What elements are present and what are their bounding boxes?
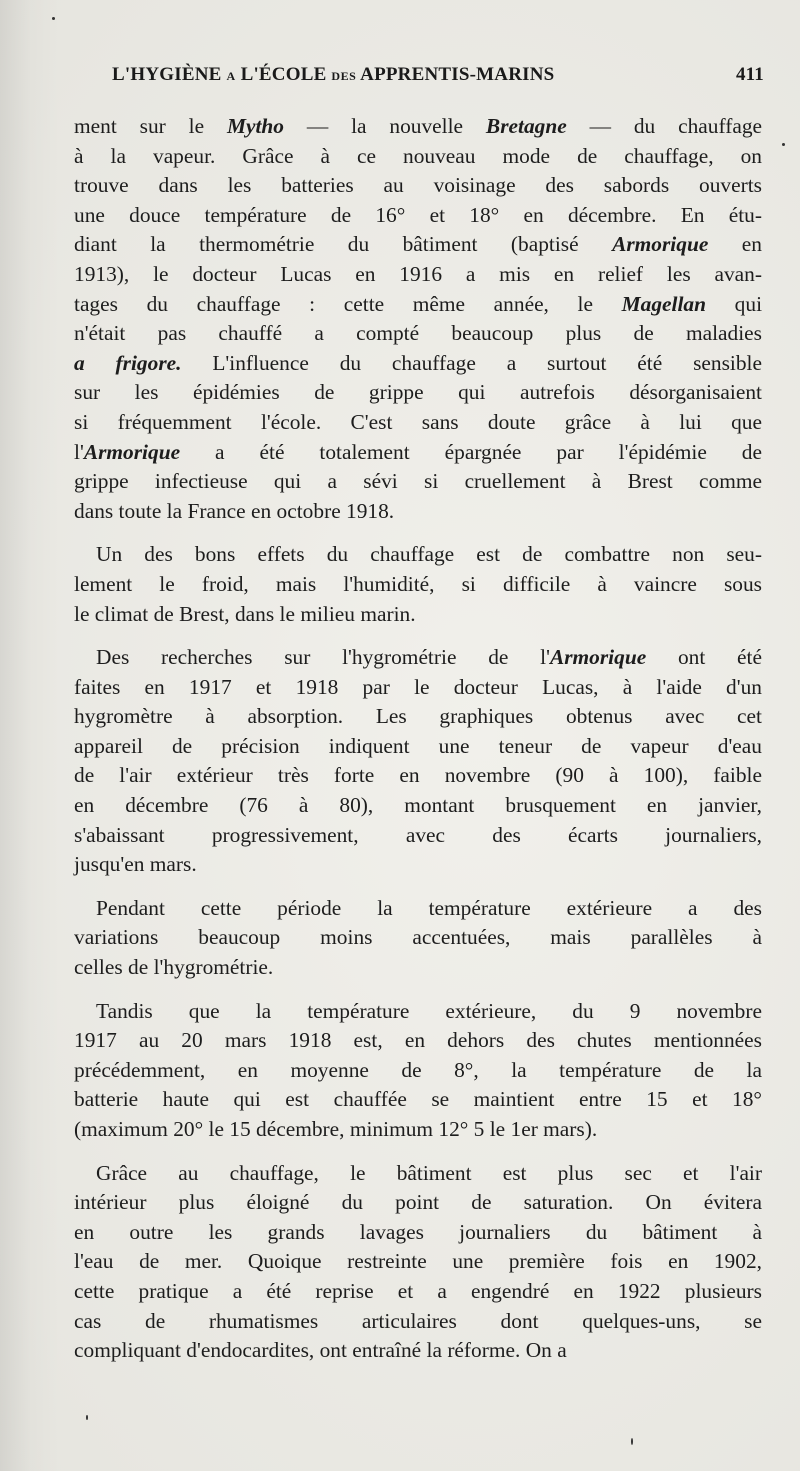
paragraph <box>74 540 762 629</box>
paragraph-gap <box>74 526 762 540</box>
text-line <box>74 112 762 142</box>
text-line <box>74 923 762 953</box>
text-run: grippe infectieuse qui a sévi si cruellement à Brest comme <box>74 469 762 494</box>
text-line <box>74 349 762 379</box>
text-line <box>74 1247 762 1277</box>
text-run: lement le froid, mais l'humidité, si difficile à vaincre sous <box>74 571 762 596</box>
text-run: si fréquemment l'école. C'est sans doute grâce à lui que <box>74 409 762 434</box>
italic-text: Armorique <box>83 439 181 464</box>
text-run: tages du chauffage : cette même année, le <box>74 291 622 316</box>
paragraph-gap <box>74 880 762 894</box>
text-run: faites en 1917 et 1918 par le docteur Lucas, à l'aide d'un <box>74 674 762 699</box>
text-run: batterie haute qui est chauffée se maintient entre 15 et 18° <box>74 1087 762 1112</box>
paragraph-gap <box>74 629 762 643</box>
text-run: — la nouvelle <box>284 114 486 138</box>
text-line <box>74 408 762 438</box>
text-run: sur les épidémies de grippe qui autrefois désorganisaient <box>74 380 762 405</box>
text-line <box>74 230 762 260</box>
italic-text: Bretagne <box>485 114 567 138</box>
text-run: diant la thermométrie du bâtiment (baptisé <box>74 232 613 257</box>
paragraph <box>74 1159 762 1366</box>
body-text <box>74 112 762 1366</box>
page-number: 411 <box>735 64 764 85</box>
text-run: cas de rhumatismes articulaires dont quelques-uns, se <box>74 1308 762 1333</box>
ink-speck <box>52 17 55 20</box>
text-run: Grâce au chauffage, le bâtiment est plus sec et l'air <box>96 1160 762 1185</box>
text-run: Pendant cette période la température extérieure a des <box>96 895 762 920</box>
text-run: en décembre (76 à 80), montant brusquement en janvier, <box>74 793 762 818</box>
text-line <box>74 1188 762 1218</box>
text-line <box>74 260 762 290</box>
italic-text: Armorique <box>612 232 709 257</box>
header-title-part: A <box>226 69 236 83</box>
text-run: jusqu'en mars. <box>74 852 197 877</box>
text-line <box>74 1056 762 1086</box>
text-run: Tandis que la température extérieure, du 9 novembre <box>96 998 762 1023</box>
text-run: de l'air extérieur très forte en novembre (90 à 100), faible <box>74 763 762 788</box>
text-line <box>74 1085 762 1115</box>
text-line <box>74 290 762 320</box>
text-run: l'eau de mer. Quoique restreinte une première fois en 1902, <box>74 1249 762 1274</box>
header-title-part: DES <box>331 69 357 83</box>
text-line <box>74 673 762 703</box>
text-run: en <box>708 232 762 257</box>
text-run: n'était pas chauffé a compté beaucoup plus de maladies <box>74 321 762 346</box>
text-line <box>74 319 762 349</box>
text-line <box>74 894 762 924</box>
text-run: variations beaucoup moins accentuées, mais parallèles à <box>74 925 762 950</box>
text-run: le climat de Brest, dans le milieu marin. <box>74 601 416 626</box>
ink-speck <box>86 1415 88 1420</box>
text-run: s'abaissant progressivement, avec des écarts journaliers, <box>74 822 762 847</box>
text-run: Des recherches sur l'hygrométrie de l' <box>96 645 550 670</box>
text-line <box>74 1026 762 1056</box>
paragraph-gap <box>74 983 762 997</box>
text-line <box>74 540 762 570</box>
paragraph <box>74 997 762 1145</box>
text-run: Un des bons effets du chauffage est de combattre non seu- <box>96 542 762 567</box>
text-line <box>74 600 762 630</box>
text-run: précédemment, en moyenne de 8°, la température de la <box>74 1057 762 1082</box>
text-line <box>74 953 762 983</box>
text-line <box>74 732 762 762</box>
text-line <box>74 761 762 791</box>
text-line <box>74 142 762 172</box>
text-run: a été totalement épargnée par l'épidémie de <box>180 439 762 464</box>
text-line <box>74 171 762 201</box>
paragraph <box>74 643 762 880</box>
text-run: qui <box>706 291 763 316</box>
text-run: l' <box>74 439 84 464</box>
header-title-part: APPRENTIS-MARINS <box>356 64 555 85</box>
italic-text: a frigore. <box>74 350 182 375</box>
text-line <box>74 821 762 851</box>
text-line <box>74 438 762 468</box>
paragraph-gap <box>74 1145 762 1159</box>
header-title-part: L'HYGIÈNE <box>112 64 227 85</box>
text-line <box>74 497 762 527</box>
text-line <box>74 1159 762 1189</box>
text-line <box>74 570 762 600</box>
text-line <box>74 1115 762 1145</box>
text-run: 1913), le docteur Lucas en 1916 a mis en relief les avan- <box>74 261 762 286</box>
italic-text: Magellan <box>621 291 707 316</box>
text-line <box>74 467 762 497</box>
text-line <box>74 201 762 231</box>
text-line <box>74 378 762 408</box>
text-run: dans toute la France en octobre 1918. <box>74 498 395 523</box>
italic-text: Mytho <box>226 114 284 138</box>
text-line <box>74 643 762 673</box>
text-line <box>74 997 762 1027</box>
italic-text: Armorique <box>549 645 647 670</box>
text-line <box>74 850 762 880</box>
text-run: cette pratique a été reprise et a engendré en 1922 plusieurs <box>74 1278 762 1303</box>
paragraph <box>74 894 762 983</box>
text-line <box>74 1336 762 1366</box>
text-run: hygromètre à absorption. Les graphiques obtenus avec cet <box>74 704 762 729</box>
text-line <box>74 702 762 732</box>
text-run: appareil de précision indiquent une teneur de vapeur d'eau <box>74 733 762 758</box>
text-run: ont été <box>646 645 762 670</box>
ink-speck <box>782 143 785 146</box>
text-run: — du chauffage <box>566 114 763 138</box>
header-title-part: L'ÉCOLE <box>235 64 332 85</box>
text-run: celles de l'hygrométrie. <box>74 955 274 980</box>
text-run: ment sur le <box>74 114 227 138</box>
text-run: une douce température de 16° et 18° en décembre. En étu- <box>74 202 762 227</box>
ink-speck <box>631 1438 633 1445</box>
text-line <box>74 1218 762 1248</box>
text-line <box>74 1277 762 1307</box>
text-run: trouve dans les batteries au voisinage des sabords ouverts <box>74 173 762 198</box>
text-run: compliquant d'endocardites, ont entraîné la réforme. On a <box>74 1338 567 1363</box>
text-line <box>74 791 762 821</box>
text-run: en outre les grands lavages journaliers du bâtiment à <box>74 1219 762 1244</box>
running-header <box>112 64 764 94</box>
text-run: (maximum 20° le 15 décembre, minimum 12° 5 le 1er mars). <box>74 1117 598 1141</box>
text-run: à la vapeur. Grâce à ce nouveau mode de chauffage, on <box>74 143 762 168</box>
text-run: 1917 au 20 mars 1918 est, en dehors des chutes mentionnées <box>74 1028 762 1053</box>
text-run: intérieur plus éloigné du point de saturation. On évitera <box>74 1190 762 1215</box>
text-line <box>74 1307 762 1337</box>
paragraph <box>74 112 762 526</box>
text-run: L'influence du chauffage a surtout été sensible <box>181 350 762 375</box>
